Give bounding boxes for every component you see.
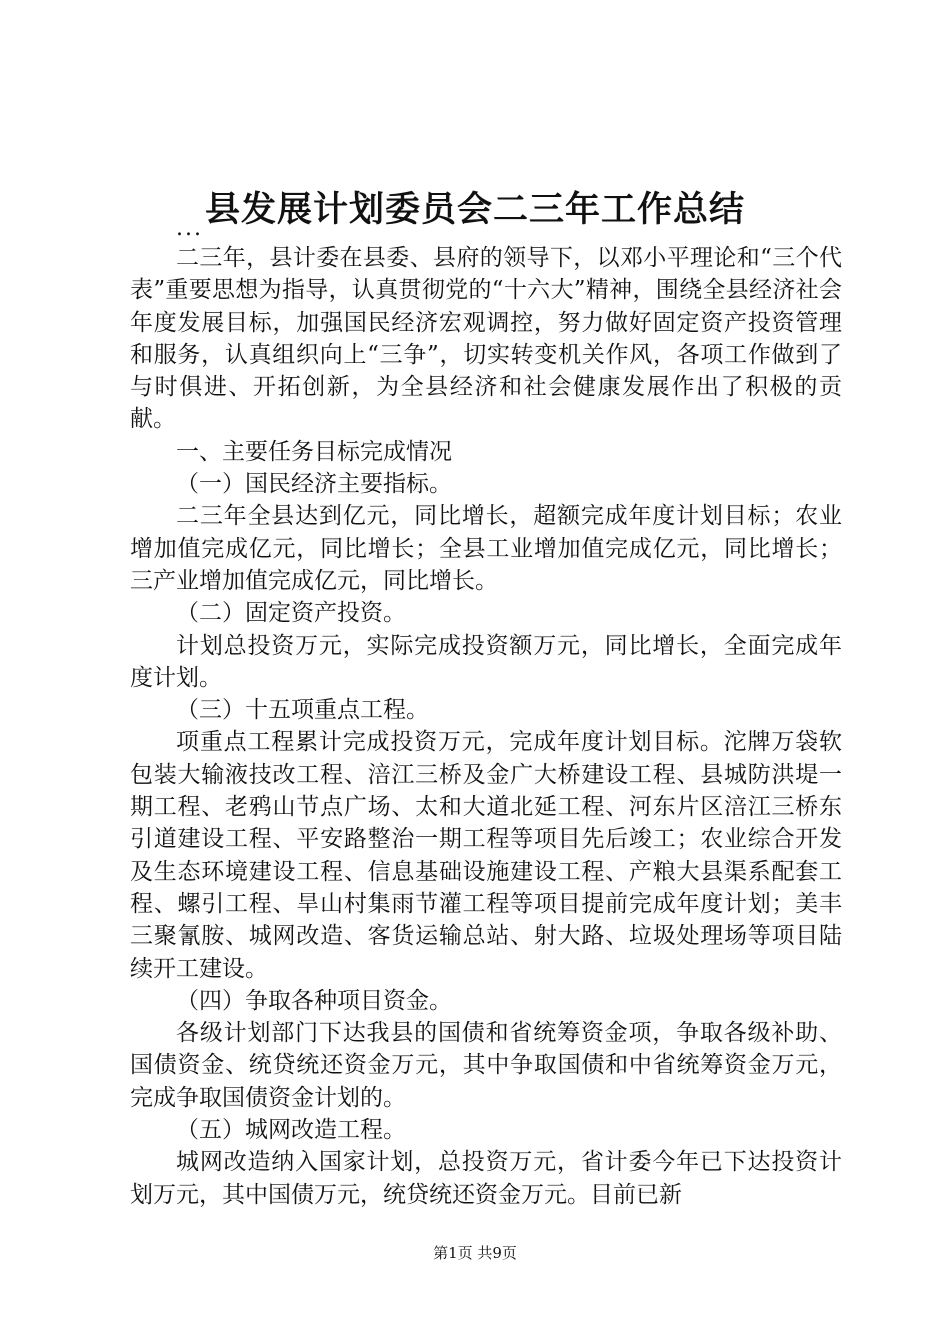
subsection-heading: （五）城网改造工程。 bbox=[176, 1117, 406, 1144]
paragraph: 项重点工程累计完成投资万元，完成年度计划目标。沱牌万袋软包装大输液技改工程、涪江三桥及金广大桥建设工程、县城防洪堤一期工程、老鸦山节点广场、太和大道北延工程、河东片区涪江三桥东引道建设工程、平安路整治一期工程等项目先后竣工；农业综合开发及生态环境建设工程、信息基础设施建设工程、产粮大县渠系配套工程、螺引工程、旱山村集雨节灌工程等项目提前完成年度计划；美丰三聚氰胺、城网改造、客货运输总站、射大路、垃圾处理场等项目陆续开工建设。 bbox=[130, 729, 842, 982]
section-heading: 一、主要任务目标完成情况 bbox=[176, 438, 452, 465]
subsection-heading: （三）十五项重点工程。 bbox=[176, 697, 429, 724]
page-number-footer: 第1页 共9页 bbox=[433, 1244, 517, 1262]
paragraph: 计划总投资万元，实际完成投资额万元，同比增长，全面完成年度计划。 bbox=[130, 632, 842, 691]
paragraph: 二三年，县计委在县委、县府的领导下，以邓小平理论和“三个代表”重要思想为指导，认真贯彻党的“十六大”精神，围绕全县经济社会年度发展目标，加强国民经济宏观调控，努力做好固定资产投资管理和服务，认真组织向上“三争”，切实转变机关作风，各项工作做到了与时俱进、开拓创新，为全县经济和社会健康发展作出了积极的贡献。 bbox=[130, 245, 842, 433]
subsection-heading: （四）争取各种项目资金。 bbox=[176, 987, 452, 1014]
ellipsis-mark: ... bbox=[176, 216, 203, 241]
subsection-heading: （二）固定资产投资。 bbox=[176, 600, 406, 627]
paragraph: 二三年全县达到亿元，同比增长，超额完成年度计划目标；农业增加值完成亿元，同比增长；全县工业增加值完成亿元，同比增长；三产业增加值完成亿元，同比增长。 bbox=[130, 503, 842, 594]
paragraph: 城网改造纳入国家计划，总投资万元，省计委今年已下达投资计划万元，其中国债万元，统贷统还资金万元。目前已新 bbox=[130, 1149, 842, 1208]
paragraph: 各级计划部门下达我县的国债和省统筹资金项，争取各级补助、国债资金、统贷统还资金万元，其中争取国债和中省统筹资金万元，完成争取国债资金计划的。 bbox=[130, 1020, 842, 1111]
document-title: 县发展计划委员会二三年工作总结 bbox=[204, 189, 745, 230]
document-body bbox=[130, 242, 842, 1211]
subsection-heading: （一）国民经济主要指标。 bbox=[176, 471, 452, 498]
